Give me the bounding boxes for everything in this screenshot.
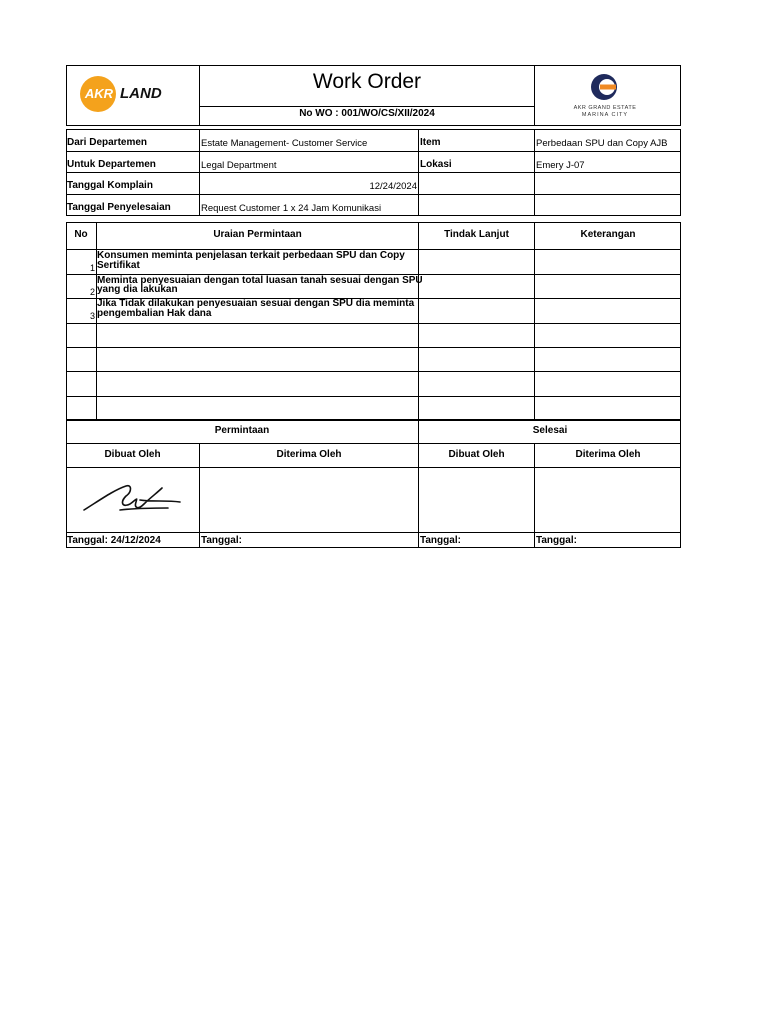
tanggal-komplain-label: Tanggal Komplain bbox=[67, 180, 153, 191]
table-vline-tindak bbox=[534, 222, 535, 420]
table-hline-r4 bbox=[66, 347, 681, 348]
tanggal-penyelesaian-label: Tanggal Penyelesaian bbox=[67, 202, 171, 213]
table-vline-uraian bbox=[418, 222, 419, 420]
info-hline-2 bbox=[66, 172, 681, 173]
untuk-departemen-label: Untuk Departemen bbox=[67, 159, 156, 170]
row-uraian-line: Konsumen meminta penjelasan terkait perbedaan SPU dan Copy bbox=[97, 250, 405, 261]
row-uraian-line: Meminta penyesuaian dengan total luasan tanah sesuai dengan SPU bbox=[97, 275, 423, 286]
dibuat-oleh-permintaan: Dibuat Oleh bbox=[104, 449, 161, 460]
untuk-departemen-value: Legal Department bbox=[201, 160, 277, 171]
marina-city-text: MARINA CITY bbox=[581, 112, 629, 118]
tanggal-dibuat-permintaan: Tanggal: 24/12/2024 bbox=[67, 535, 161, 546]
approval-hline-1 bbox=[66, 443, 681, 444]
page-title: Work Order bbox=[312, 70, 422, 93]
tanggal-komplain-value: 12/24/2024 bbox=[369, 181, 417, 192]
row-number: 1 bbox=[89, 263, 95, 273]
info-hline-3 bbox=[66, 194, 681, 195]
table-hline-r3 bbox=[66, 323, 681, 324]
approval-vline-mid bbox=[418, 420, 419, 548]
col-header-no: No bbox=[74, 229, 88, 240]
signature-image bbox=[80, 478, 188, 518]
item-value: Perbedaan SPU dan Copy AJB bbox=[536, 138, 668, 149]
diterima-oleh-permintaan: Diterima Oleh bbox=[276, 449, 342, 460]
table-hline-r5 bbox=[66, 371, 681, 372]
approval-hline-3 bbox=[66, 532, 681, 533]
tanggal-dibuat-selesai: Tanggal: bbox=[420, 535, 461, 546]
permintaan-header: Permintaan bbox=[214, 425, 270, 436]
col-header-keterangan: Keterangan bbox=[580, 229, 636, 240]
row-uraian-line: Sertifikat bbox=[97, 260, 140, 271]
marina-city-emblem-icon bbox=[587, 72, 621, 102]
row-uraian-line: pengembalian Hak dana bbox=[97, 308, 212, 319]
approval-hline-2 bbox=[66, 467, 681, 468]
table-hline-r6 bbox=[66, 396, 681, 397]
col-header-tindak-lanjut: Tindak Lanjut bbox=[444, 229, 509, 240]
selesai-header: Selesai bbox=[532, 425, 568, 436]
dari-departemen-label: Dari Departemen bbox=[67, 137, 148, 148]
lokasi-label: Lokasi bbox=[420, 159, 452, 170]
row-number: 3 bbox=[89, 311, 95, 321]
akr-badge-text: AKR bbox=[84, 86, 114, 101]
header-divider-right bbox=[534, 65, 535, 126]
diterima-oleh-selesai: Diterima Oleh bbox=[575, 449, 641, 460]
wo-number: No WO : 001/WO/CS/XII/2024 bbox=[299, 108, 435, 119]
tanggal-diterima-selesai: Tanggal: bbox=[536, 535, 577, 546]
akr-grand-estate-logo bbox=[560, 70, 650, 122]
akr-land-logo bbox=[80, 74, 180, 114]
dari-departemen-value: Estate Management- Customer Service bbox=[201, 138, 368, 149]
item-label: Item bbox=[420, 137, 441, 148]
lokasi-value: Emery J-07 bbox=[536, 160, 585, 171]
tanggal-penyelesaian-value: Request Customer 1 x 24 Jam Komunikasi bbox=[201, 203, 382, 214]
grand-estate-text: AKR GRAND ESTATE bbox=[573, 105, 637, 111]
row-number: 2 bbox=[89, 287, 95, 297]
dibuat-oleh-selesai: Dibuat Oleh bbox=[448, 449, 505, 460]
info-hline-1 bbox=[66, 151, 681, 152]
tanggal-diterima-permintaan: Tanggal: bbox=[201, 535, 242, 546]
col-header-uraian: Uraian Permintaan bbox=[213, 229, 302, 240]
row-uraian-line: yang dia lakukan bbox=[97, 284, 178, 295]
header-title-underline bbox=[199, 106, 535, 107]
row-uraian-line: Jika Tidak dilakukan penyesuaian sesuai dengan SPU dia meminta bbox=[97, 298, 415, 309]
land-text: LAND bbox=[120, 85, 162, 102]
